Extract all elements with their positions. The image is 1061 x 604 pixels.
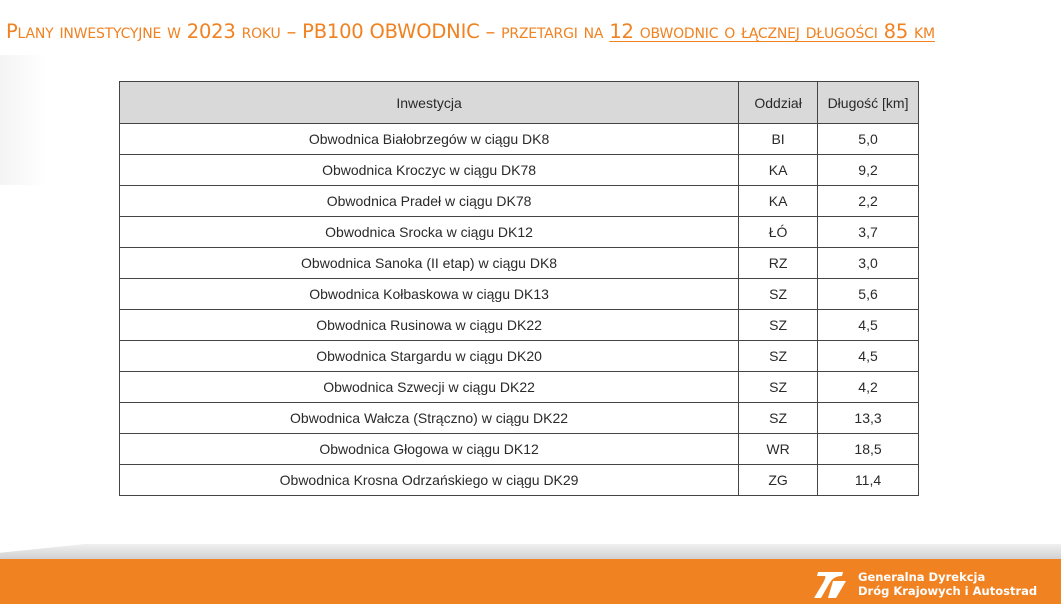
table-row xyxy=(120,372,919,403)
table-row xyxy=(120,434,919,465)
title-part-plans: Plany inwestycyjne w 2023 roku xyxy=(6,20,281,43)
table-row xyxy=(120,155,919,186)
cell-length: 4,5 xyxy=(818,310,919,341)
slide-title xyxy=(6,18,1056,46)
header-investment: Inwestycja xyxy=(120,82,739,124)
cell-branch: ŁÓ xyxy=(739,217,818,248)
table-row xyxy=(120,217,919,248)
cell-branch: KA xyxy=(739,155,818,186)
cell-length: 18,5 xyxy=(818,434,919,465)
table-row xyxy=(120,279,919,310)
table-row xyxy=(120,124,919,155)
table-body xyxy=(120,124,919,496)
cell-investment: Obwodnica Kołbaskowa w ciągu DK13 xyxy=(120,279,739,310)
cell-investment: Obwodnica Rusinowa w ciągu DK22 xyxy=(120,310,739,341)
table-row xyxy=(120,341,919,372)
title-part-tenders: przetargi na xyxy=(501,20,610,43)
cell-length: 9,2 xyxy=(818,155,919,186)
gddkia-logo-icon xyxy=(813,570,849,600)
cell-branch: SZ xyxy=(739,310,818,341)
cell-branch: SZ xyxy=(739,279,818,310)
cell-branch: WR xyxy=(739,434,818,465)
cell-branch: ZG xyxy=(739,465,818,496)
decorative-shade xyxy=(0,55,48,185)
cell-branch: SZ xyxy=(739,372,818,403)
cell-length: 3,7 xyxy=(818,217,919,248)
cell-length: 4,5 xyxy=(818,341,919,372)
cell-branch: KA xyxy=(739,186,818,217)
cell-investment: Obwodnica Pradeł w ciągu DK78 xyxy=(120,186,739,217)
cell-investment: Obwodnica Krosna Odrzańskiego w ciągu DK29 xyxy=(120,465,739,496)
cell-length: 11,4 xyxy=(818,465,919,496)
cell-length: 4,2 xyxy=(818,372,919,403)
organization-name-line1: Generalna Dyrekcja xyxy=(858,570,986,584)
cell-investment: Obwodnica Stargardu w ciągu DK20 xyxy=(120,341,739,372)
table-row xyxy=(120,186,919,217)
cell-investment: Obwodnica Białobrzegów w ciągu DK8 xyxy=(120,124,739,155)
title-separator: – xyxy=(479,20,502,43)
cell-investment: Obwodnica Srocka w ciągu DK12 xyxy=(120,217,739,248)
title-part-program: PB100 OBWODNIC xyxy=(302,20,480,43)
cell-branch: SZ xyxy=(739,403,818,434)
header-branch: Oddział xyxy=(739,82,818,124)
cell-branch: BI xyxy=(739,124,818,155)
table-row xyxy=(120,310,919,341)
cell-length: 2,2 xyxy=(818,186,919,217)
cell-length: 5,6 xyxy=(818,279,919,310)
title-part-summary: 12 obwodnic o łącznej długości 85 km xyxy=(609,20,935,43)
cell-investment: Obwodnica Szwecji w ciągu DK22 xyxy=(120,372,739,403)
cell-length: 3,0 xyxy=(818,248,919,279)
cell-investment: Obwodnica Sanoka (II etap) w ciągu DK8 xyxy=(120,248,739,279)
table-row xyxy=(120,248,919,279)
cell-length: 13,3 xyxy=(818,403,919,434)
table-row xyxy=(120,403,919,434)
investments-table xyxy=(119,81,919,496)
cell-length: 5,0 xyxy=(818,124,919,155)
organization-name xyxy=(858,570,1037,598)
organization-name-line2: Dróg Krajowych i Autostrad xyxy=(858,584,1038,598)
cell-branch: SZ xyxy=(739,341,818,372)
header-length: Długość [km] xyxy=(818,82,919,124)
footer-divider xyxy=(0,544,1061,560)
title-separator: – xyxy=(280,20,303,43)
cell-investment: Obwodnica Głogowa w ciągu DK12 xyxy=(120,434,739,465)
cell-investment: Obwodnica Kroczyc w ciągu DK78 xyxy=(120,155,739,186)
cell-branch: RZ xyxy=(739,248,818,279)
table-row xyxy=(120,465,919,496)
table-header-row xyxy=(120,82,919,124)
cell-investment: Obwodnica Wałcza (Strączno) w ciągu DK22 xyxy=(120,403,739,434)
